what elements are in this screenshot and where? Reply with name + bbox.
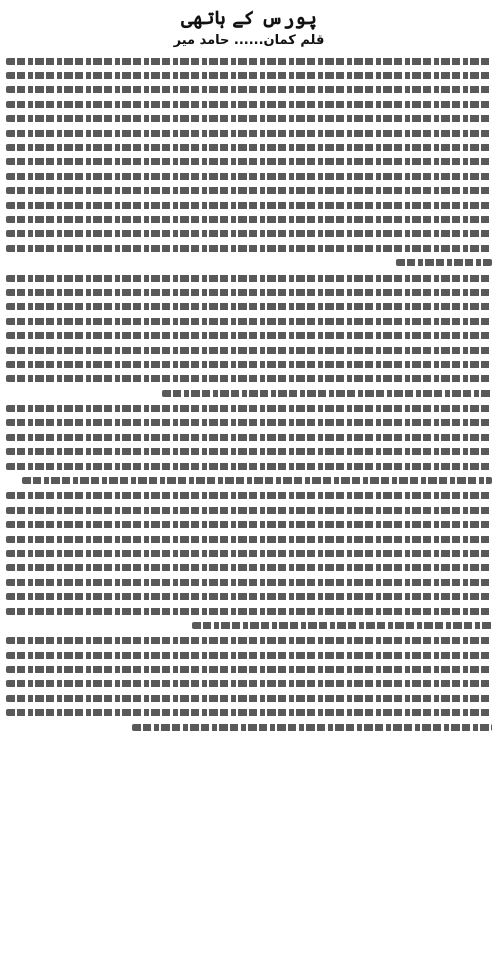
text-line <box>6 473 492 487</box>
text-line <box>6 575 492 589</box>
text-line-ink <box>6 579 492 586</box>
text-line-ink <box>6 318 492 325</box>
text-line <box>6 112 492 126</box>
text-line-ink <box>6 144 492 151</box>
text-line-ink <box>6 434 492 441</box>
text-line <box>6 271 492 285</box>
text-line-ink <box>6 666 492 673</box>
article-paragraph <box>6 634 492 735</box>
text-line <box>6 241 492 255</box>
text-line <box>6 300 492 314</box>
text-line-ink <box>6 521 492 528</box>
text-line <box>6 54 492 68</box>
text-line <box>6 662 492 676</box>
text-line <box>6 285 492 299</box>
text-line-ink <box>6 289 492 296</box>
text-line <box>6 489 492 503</box>
text-line <box>6 532 492 546</box>
text-line-ink <box>396 259 492 266</box>
article-body <box>6 54 492 734</box>
text-line-ink <box>6 608 492 615</box>
text-line <box>6 445 492 459</box>
article-headline: پورس کے ہاتھی <box>181 7 317 29</box>
text-line <box>6 357 492 371</box>
text-line-ink <box>6 72 492 79</box>
text-line-ink <box>6 245 492 252</box>
text-line-ink <box>162 390 492 397</box>
text-line <box>6 459 492 473</box>
text-line <box>6 169 492 183</box>
text-line <box>6 416 492 430</box>
text-line <box>6 401 492 415</box>
text-line-ink <box>6 101 492 108</box>
text-line-ink <box>6 419 492 426</box>
text-line-ink <box>6 536 492 543</box>
text-line <box>6 518 492 532</box>
text-line-ink <box>6 695 492 702</box>
text-line <box>6 634 492 648</box>
text-line-ink <box>6 332 492 339</box>
text-line-ink <box>6 463 492 470</box>
text-line-ink <box>6 405 492 412</box>
text-line <box>6 126 492 140</box>
text-line <box>6 546 492 560</box>
text-line <box>6 430 492 444</box>
text-line-ink <box>132 724 492 731</box>
text-line <box>6 328 492 342</box>
text-line-ink <box>6 593 492 600</box>
text-line <box>6 589 492 603</box>
text-line-ink <box>6 303 492 310</box>
text-line <box>6 83 492 97</box>
text-line <box>6 68 492 82</box>
text-line-ink <box>22 477 492 484</box>
text-line <box>6 212 492 226</box>
text-line-ink <box>6 130 492 137</box>
article-byline: قلم کمان...... حامد میر <box>173 33 325 48</box>
text-line <box>6 677 492 691</box>
text-line <box>6 198 492 212</box>
text-line-ink <box>6 550 492 557</box>
text-line-ink <box>6 637 492 644</box>
text-line-ink <box>6 187 492 194</box>
text-line <box>6 255 492 269</box>
text-line-ink <box>6 680 492 687</box>
text-line-ink <box>6 492 492 499</box>
text-line <box>6 314 492 328</box>
text-line <box>6 386 492 400</box>
text-line-ink <box>6 202 492 209</box>
text-line-ink <box>6 86 492 93</box>
text-line-ink <box>6 230 492 237</box>
text-line <box>6 227 492 241</box>
text-line-ink <box>6 347 492 354</box>
article-paragraph <box>6 401 492 487</box>
text-line-ink <box>6 173 492 180</box>
text-line <box>6 184 492 198</box>
text-line <box>6 691 492 705</box>
text-line-ink <box>6 58 492 65</box>
article-paragraph <box>6 489 492 633</box>
text-line-ink <box>6 507 492 514</box>
article-paragraph <box>6 54 492 270</box>
text-line <box>6 604 492 618</box>
text-line <box>6 503 492 517</box>
text-line-ink <box>192 622 492 629</box>
text-line-ink <box>6 564 492 571</box>
text-line-ink <box>6 158 492 165</box>
text-line-ink <box>6 275 492 282</box>
text-line-ink <box>6 216 492 223</box>
text-line-ink <box>6 709 492 716</box>
text-line <box>6 372 492 386</box>
text-line <box>6 140 492 154</box>
text-line-ink <box>6 652 492 659</box>
text-line <box>6 706 492 720</box>
text-line <box>6 343 492 357</box>
text-line-ink <box>6 361 492 368</box>
text-line <box>6 618 492 632</box>
text-line-ink <box>6 115 492 122</box>
article-paragraph <box>6 271 492 401</box>
text-line <box>6 155 492 169</box>
text-line-ink <box>6 448 492 455</box>
text-line <box>6 561 492 575</box>
text-line-ink <box>6 375 492 382</box>
text-line <box>6 97 492 111</box>
text-line <box>6 720 492 734</box>
text-line <box>6 648 492 662</box>
